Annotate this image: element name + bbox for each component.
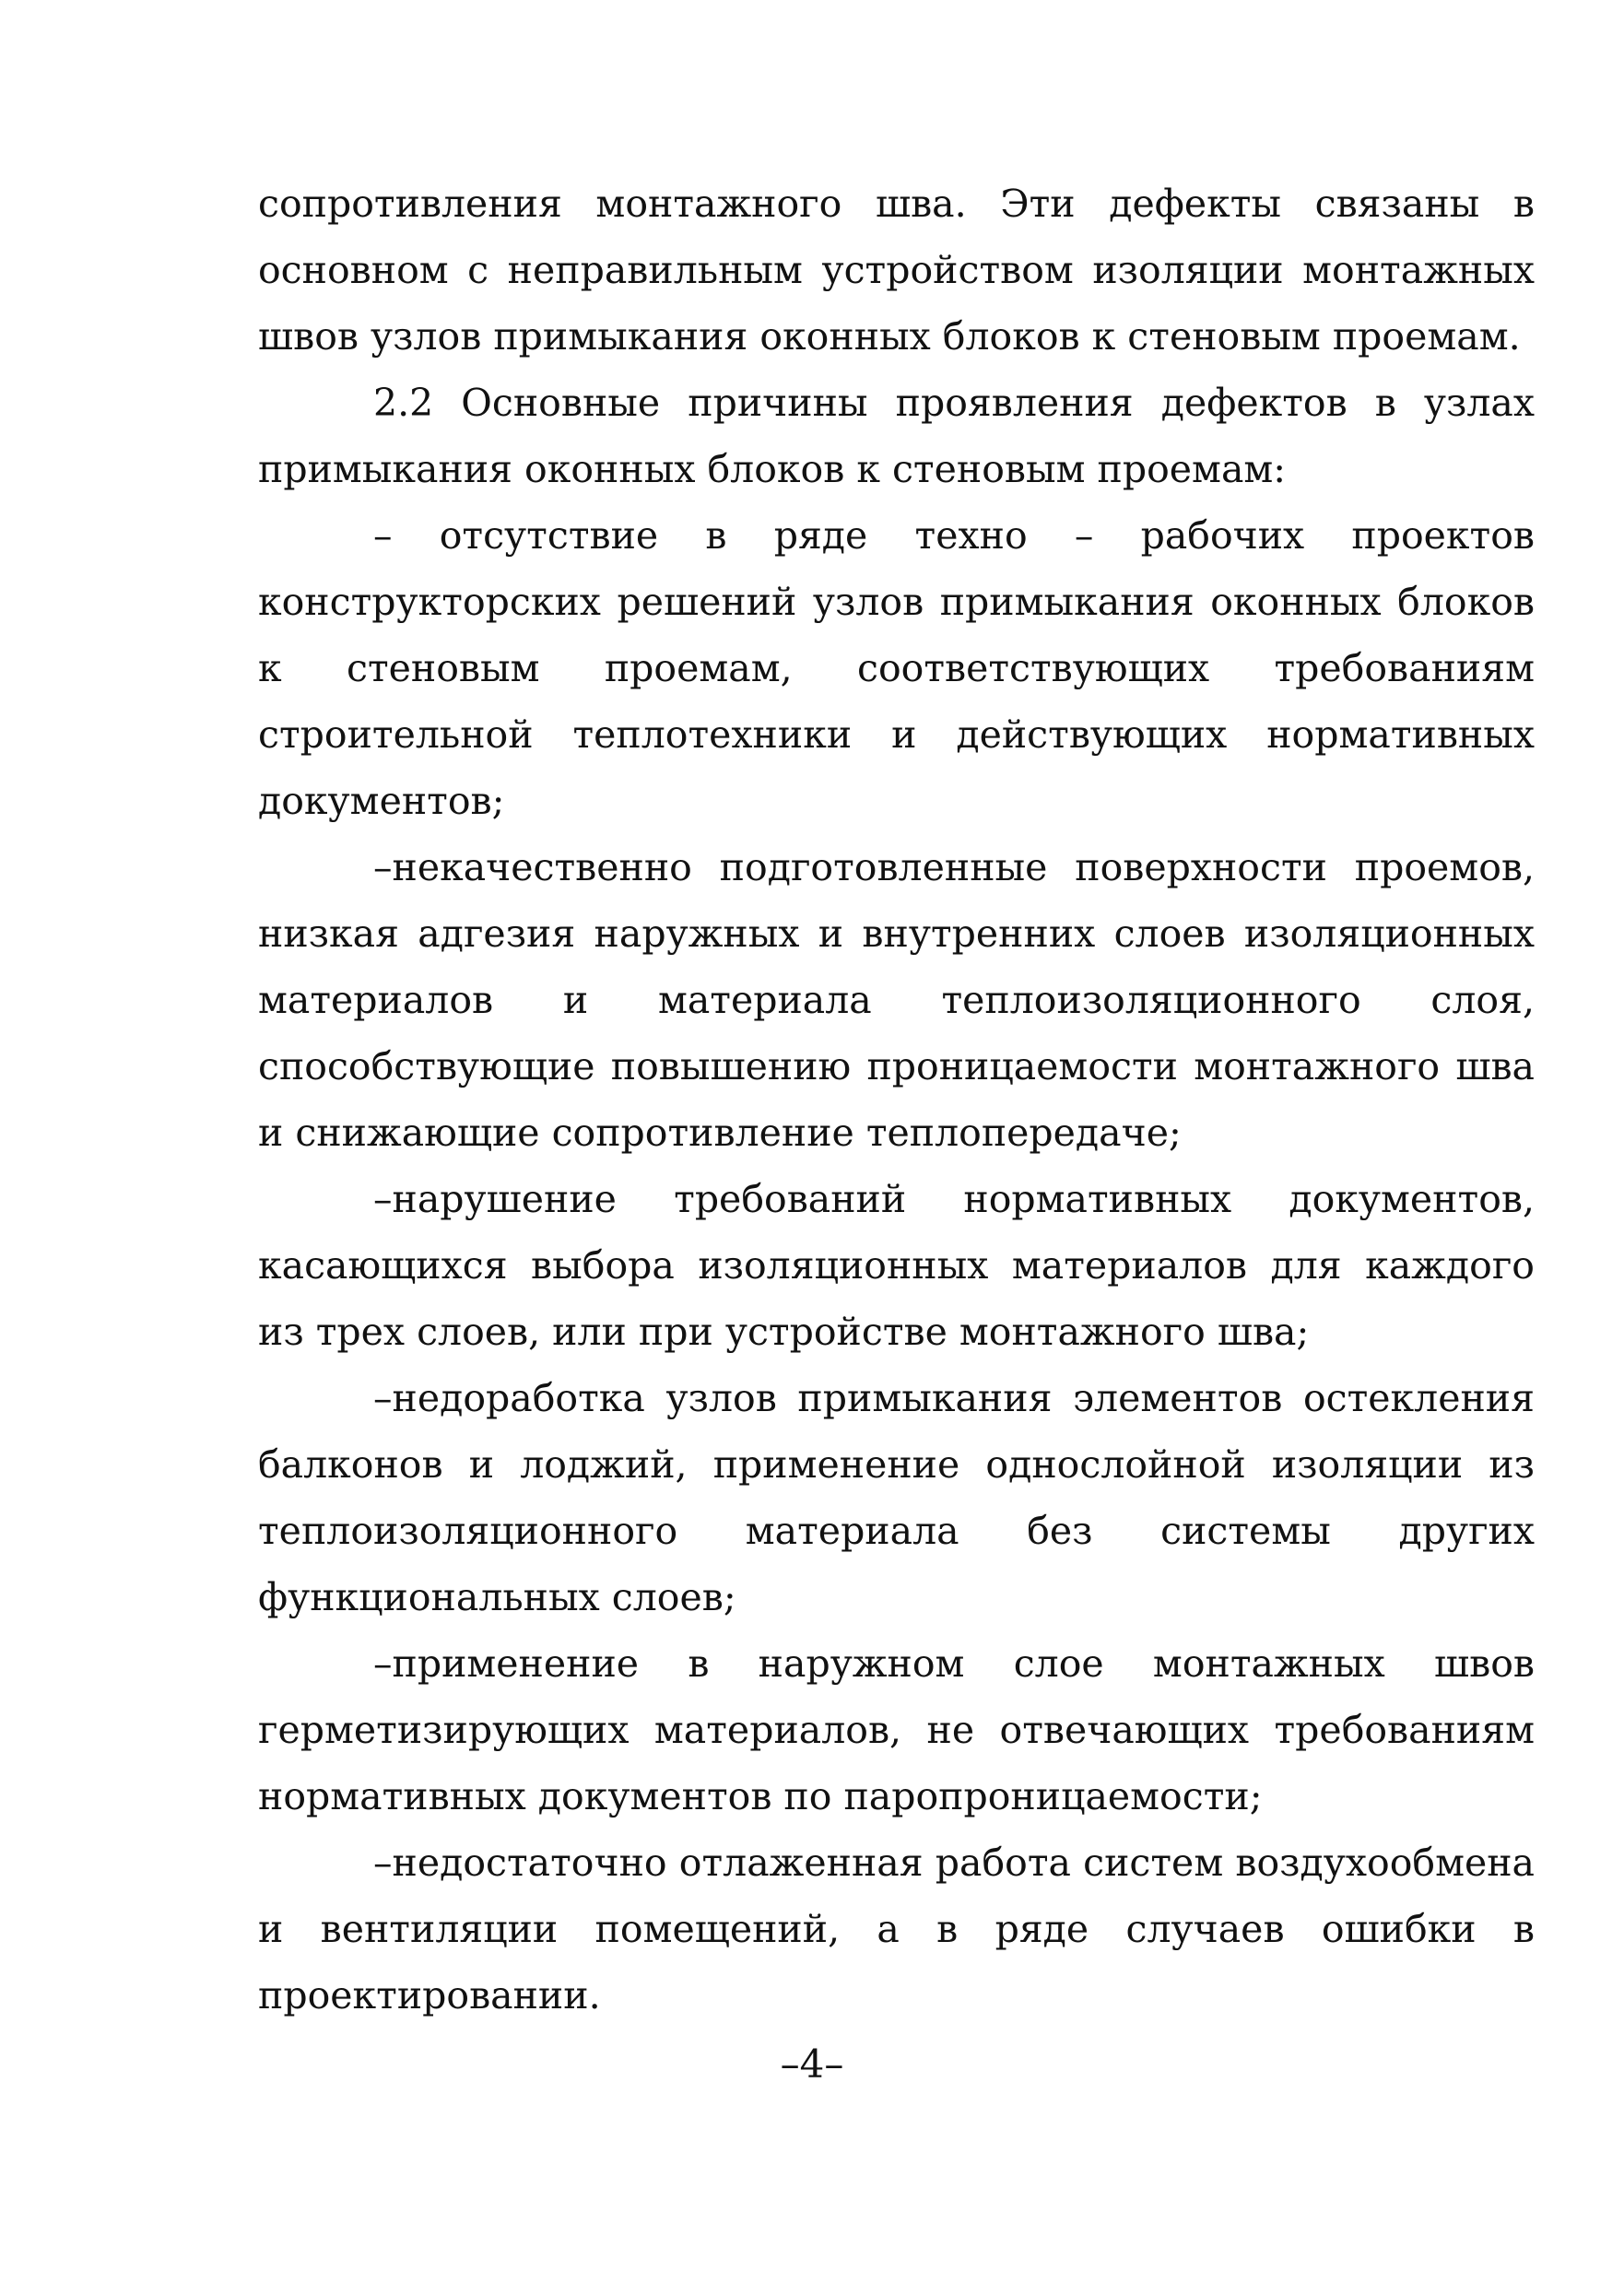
paragraph-continuation: сопротивления монтажного шва. Эти дефекты связаны в основном с неправильным устройством изоляции монтажных швов узлов примыкания оконных блоков к стеновым проемам. — [258, 182, 1535, 359]
list-item: –недостаточно отлаженная работа систем воздухообмена и вентиляции помещений, а в ряде случаев ошибки в проектировании. — [258, 1841, 1535, 2018]
list-item: – отсутствие в ряде техно – рабочих проектов конструкторских решений узлов примыкания оконных блоков к стеновым проемам, соответствующих требованиям строительной теплотехники и действующих нормативных документов; — [258, 513, 1535, 823]
page-number: –4– — [780, 2041, 844, 2087]
body-text — [258, 171, 1535, 2029]
list-item: –нарушение требований нормативных документов, касающихся выбора изоляционных материалов для каждого из трех слоев, или при устройстве монтажного шва; — [258, 1177, 1535, 1354]
list-item: –недоработка узлов примыкания элементов остекления балконов и лоджий, применение однослойной изоляции из теплоизоляционного материала без системы других функциональных слоев; — [258, 1376, 1535, 1619]
list-item: –применение в наружном слое монтажных швов герметизирующих материалов, не отвечающих требованиям нормативных документов по паропроницаемости; — [258, 1641, 1535, 1818]
list-item: –некачественно подготовленные поверхности проемов, низкая адгезия наружных и внутренних слоев изоляционных материалов и материала теплоизоляционного слоя, способствующие повышению проницаемости монтажного шва и снижающие сопротивление теплопередаче; — [258, 845, 1535, 1155]
section-heading-2-2: 2.2 Основные причины проявления дефектов в узлах примыкания оконных блоков к стеновым проемам: — [258, 381, 1535, 491]
